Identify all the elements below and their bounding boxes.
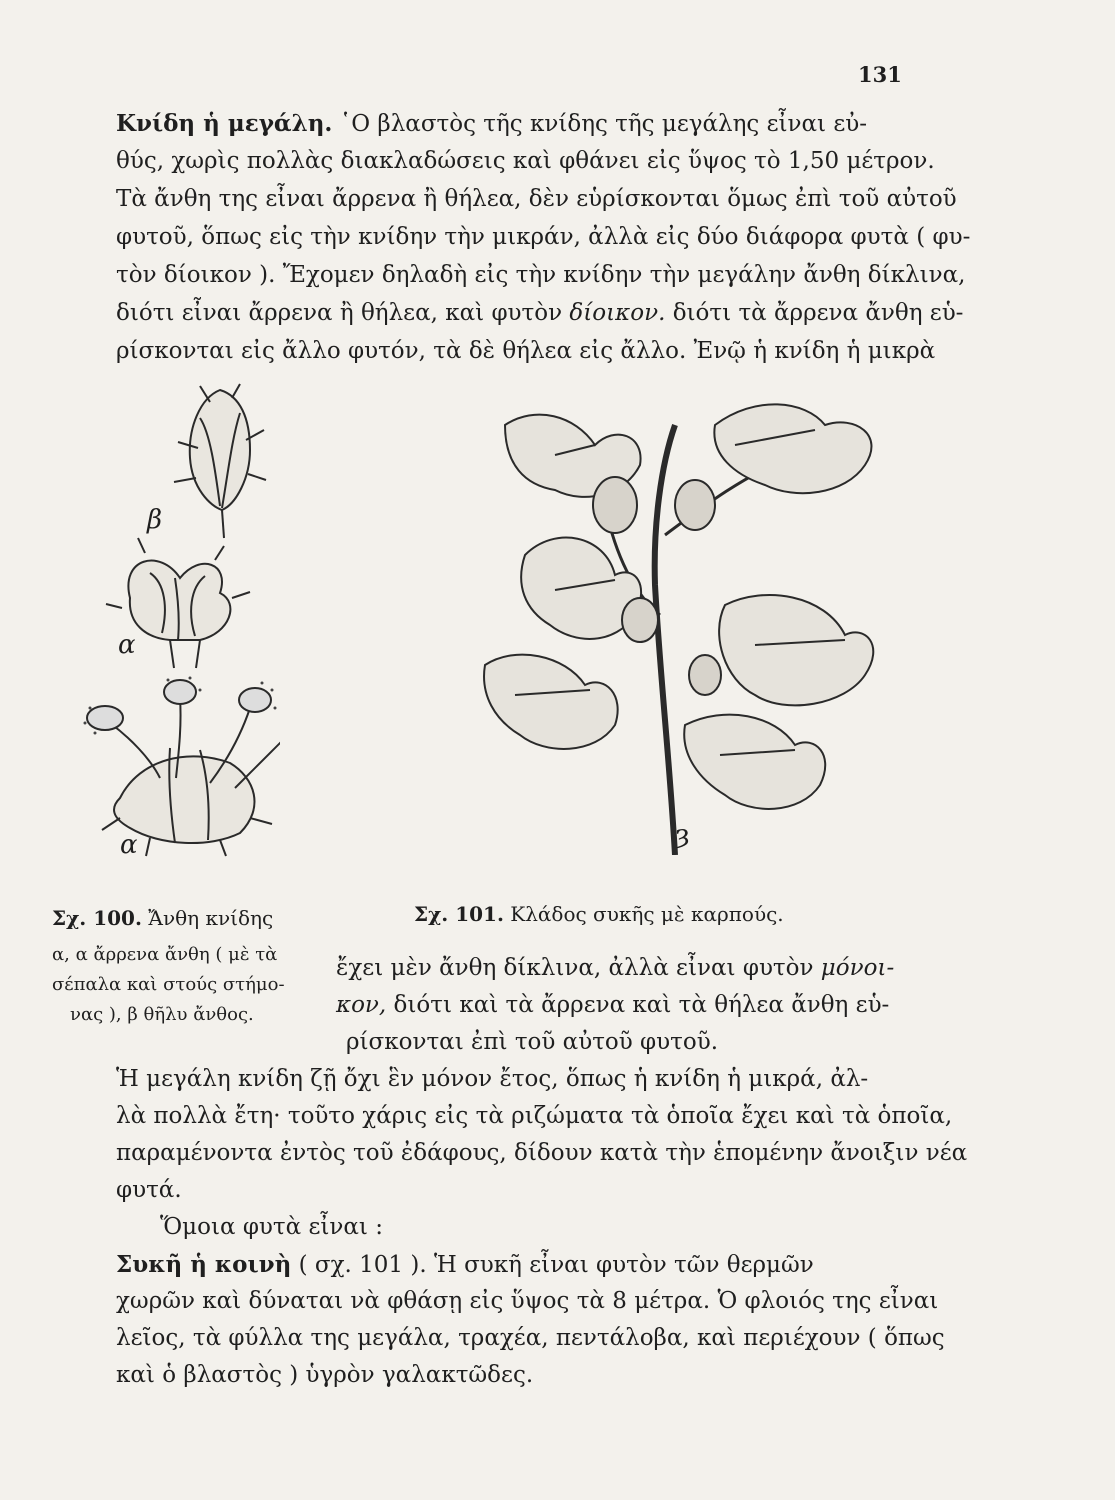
- text-line: θύς, χωρὶς πολλὰς διακλαδώσεις καὶ φθάνει εἰς ὕψος τὸ 1,50 μέτρον.: [116, 148, 935, 174]
- page-number: 131: [858, 62, 902, 87]
- text-line: [336, 994, 889, 1017]
- text-line: [336, 957, 894, 980]
- text-span: ( σχ. 101 ). Ἡ συκῆ εἶναι φυτὸν τῶν θερμῶν: [298, 1252, 814, 1278]
- caption-line: σέπαλα καὶ στούς στήμο-: [52, 974, 285, 995]
- text-line: Ὅμοια φυτὰ εἶναι :: [160, 1214, 384, 1240]
- figure-caption-100: [52, 906, 273, 930]
- section-heading: Κνίδη ἡ μεγάλη.: [116, 110, 333, 137]
- text-line: [116, 302, 963, 325]
- text-span: ἔχει μὲν ἄνθη δίκλινα, ἀλλὰ εἶναι φυτὸν: [336, 955, 814, 981]
- caption-number: Σχ. 100.: [52, 906, 142, 930]
- caption-line: νας ), β θῆλυ ἄνθος.: [70, 1004, 254, 1025]
- fig-branch-illustration: [465, 385, 905, 855]
- text-line: Τὰ ἄνθη της εἶναι ἄρρενα ἢ θήλεα, δὲν εὑρίσκονται ὅμως ἐπὶ τοῦ αὐτοῦ: [116, 186, 957, 212]
- caption-line: α, α ἄρρενα ἄνθη ( μὲ τὰ: [52, 944, 278, 965]
- text-line: λὰ πολλὰ ἔτη· τοῦτο χάρις εἰς τὰ ριζώματα τὰ ὁποῖα ἔχει καὶ τὰ ὁποῖα,: [116, 1103, 953, 1129]
- figure-caption-101: [414, 902, 784, 926]
- figure-label-alpha: α: [120, 830, 138, 860]
- text-line: καὶ ὁ βλαστὸς ) ὑγρὸν γαλακτῶδες.: [116, 1362, 534, 1388]
- figure-label-zeta: ȝ: [676, 820, 690, 850]
- caption-title: Ἄνθη κνίδης: [148, 906, 274, 930]
- text-line: φυτά.: [116, 1177, 182, 1203]
- text-line: Ἡ μεγάλη κνίδη ζῇ ὄχι ἓν μόνον ἔτος, ὅπως ἡ κνίδη ἡ μικρά, ἀλ-: [116, 1066, 869, 1092]
- text-line: χωρῶν καὶ δύναται νὰ φθάσῃ εἰς ὕψος τὰ 8 μέτρα. Ὁ φλοιός της εἶναι: [116, 1288, 939, 1314]
- text-span: διότι καὶ τὰ ἄρρενα καὶ τὰ θήλεα ἄνθη εὑ-: [393, 992, 890, 1018]
- nettle-flowers-illustration: [50, 378, 280, 858]
- text-line: [116, 112, 867, 136]
- text-line: ρίσκονται εἰς ἄλλο φυτόν, τὰ δὲ θήλεα εἰς ἄλλο. Ἐνῷ ἡ κνίδη ἡ μικρὰ: [116, 338, 936, 364]
- italic-term: κον,: [336, 992, 387, 1018]
- figure-label-beta: β: [147, 505, 163, 535]
- text-line: λεῖος, τὰ φύλλα της μεγάλα, τραχέα, πεντάλοβα, καὶ περιέχουν ( ὅπως: [116, 1325, 945, 1351]
- text-span: διότι εἶναι ἄρρενα ἢ θήλεα, καὶ φυτὸν: [116, 300, 563, 326]
- caption-text: Κλάδος συκῆς μὲ καρπούς.: [510, 902, 784, 926]
- text-line: τὸν δίοικον ). Ἔχομεν δηλαδὴ εἰς τὴν κνίδην τὴν μεγάλην ἄνθη δίκλινα,: [116, 262, 966, 288]
- text-span: ῾Ο βλαστὸς τῆς κνίδης τῆς μεγάλης εἶναι εὐ-: [339, 111, 868, 137]
- section-heading: Συκῆ ἡ κοινὴ: [116, 1251, 292, 1278]
- text-line: ρίσκονται ἐπὶ τοῦ αὐτοῦ φυτοῦ.: [346, 1029, 719, 1055]
- text-line: παραμένοντα ἐντὸς τοῦ ἐδάφους, δίδουν κατὰ τὴν ἑπομένην ἄνοιξιν νέα: [116, 1140, 968, 1166]
- text-line: φυτοῦ, ὅπως εἰς τὴν κνίδην τὴν μικράν, ἀλλὰ εἰς δύο διάφορα φυτὰ ( φυ-: [116, 224, 971, 250]
- caption-number: Σχ. 101.: [414, 902, 504, 926]
- figure-label-alpha: α: [118, 630, 136, 660]
- italic-term: δίοικον.: [569, 300, 666, 326]
- text-span: διότι τὰ ἄρρενα ἄνθη εὑ-: [672, 300, 964, 326]
- italic-term: μόνοι-: [820, 955, 895, 981]
- text-line: [116, 1253, 814, 1277]
